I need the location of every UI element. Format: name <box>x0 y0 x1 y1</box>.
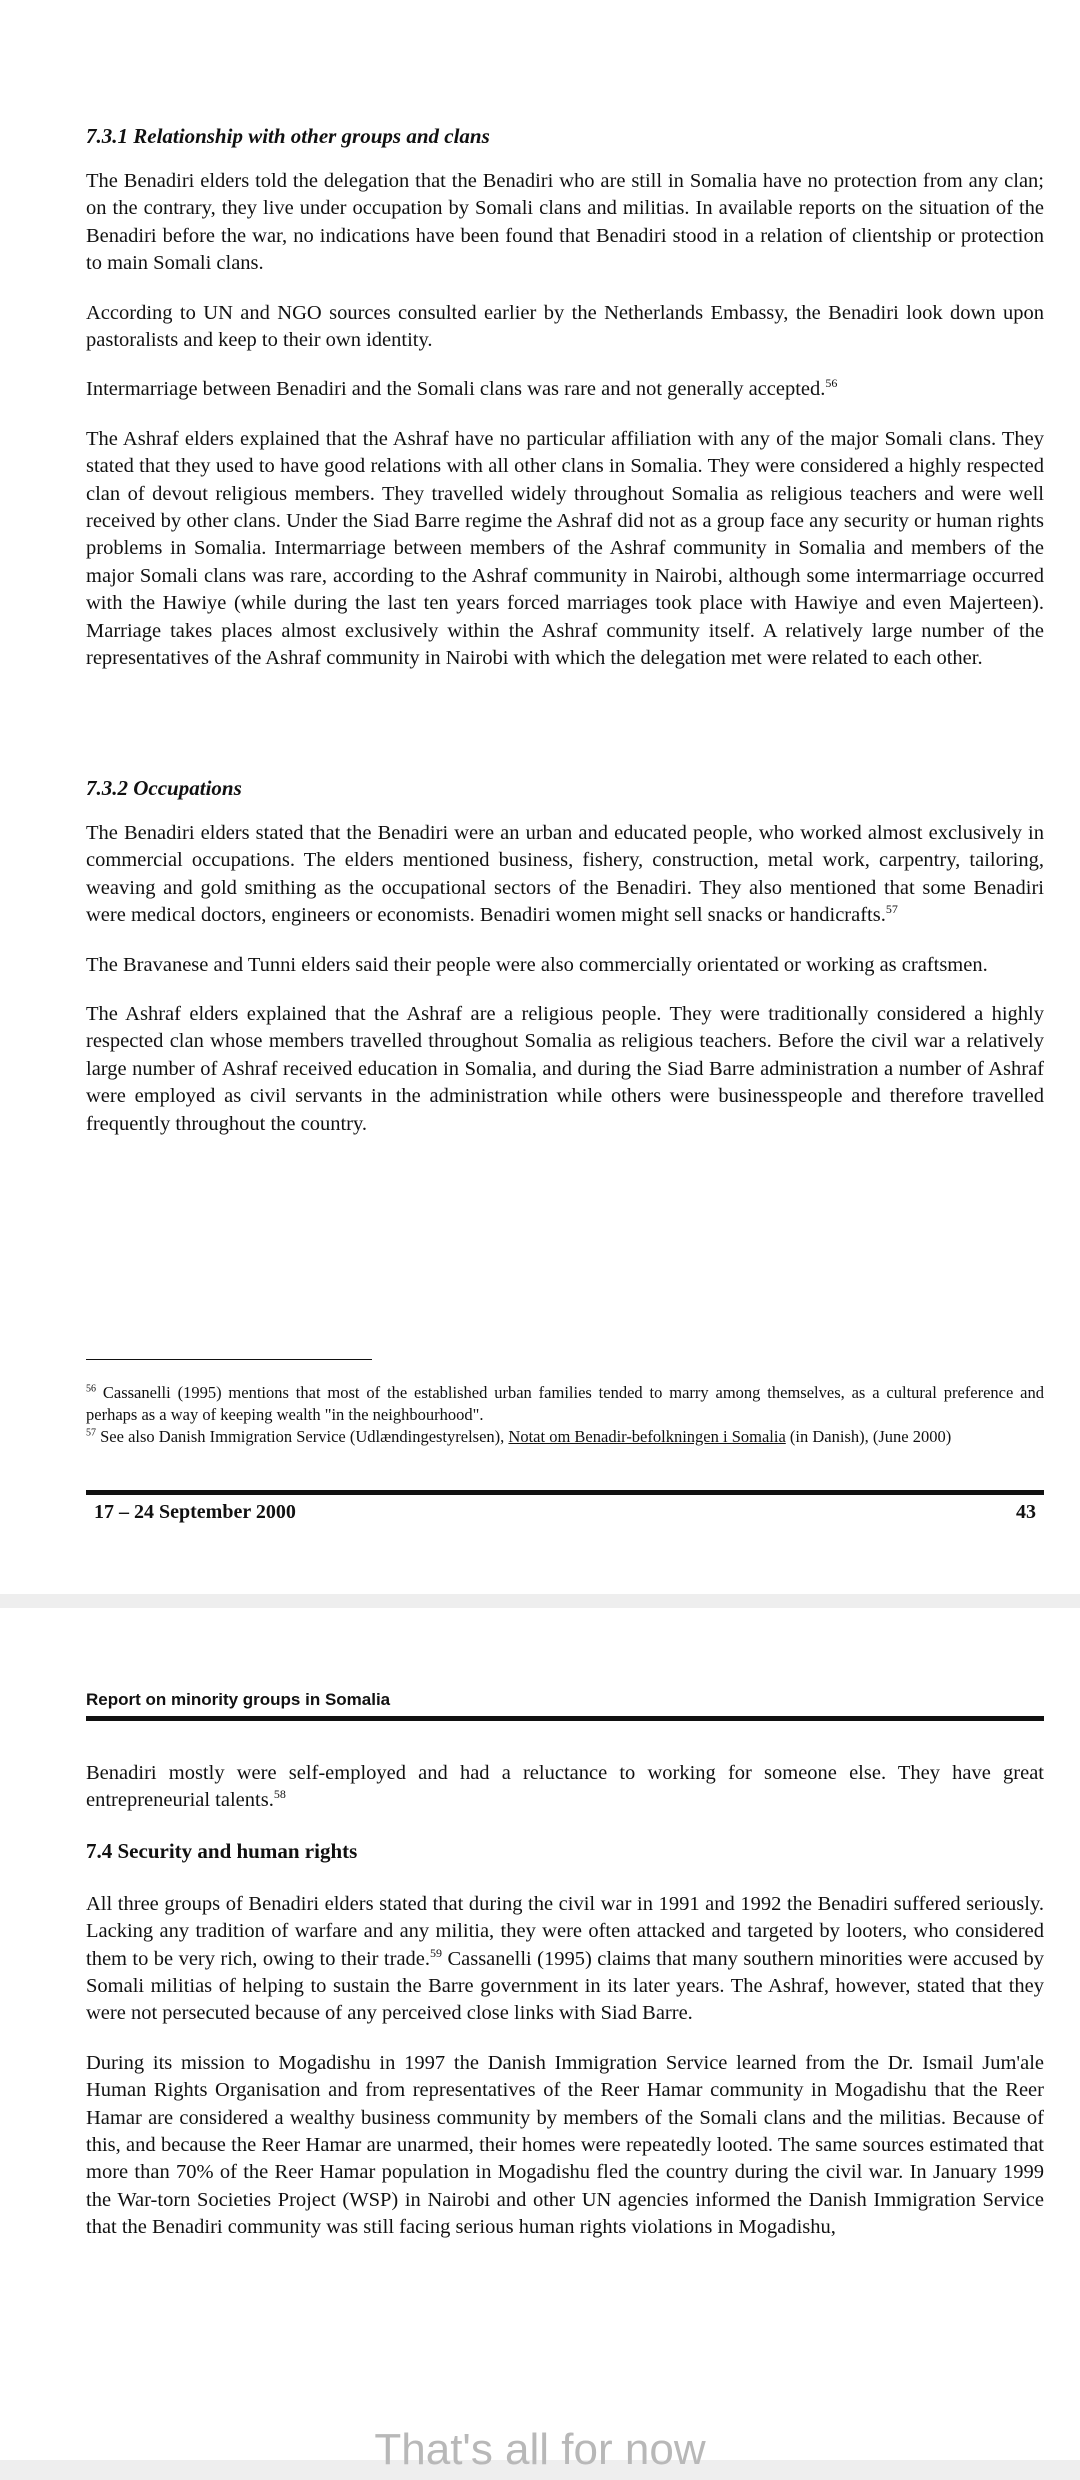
paragraph: The Ashraf elders explained that the Ashraf are a religious people. They were traditionally considered a highly respected clan whose members travelled throughout Somalia as religious teachers. Before the civil war a relatively large number of Ashraf received education in Somalia, and during the Siad Barre administration a number of Ashraf were employed as civil servants in the administration while others were businesspeople and therefore travelled frequently throughout the country. <box>86 1003 1044 1135</box>
footnote-ref[interactable]: 56 <box>825 376 838 391</box>
section-heading-7-4: 7.4 Security and human rights <box>86 1838 358 1863</box>
footnote-56: $^{56}$ Cassanelli (1995) mentions that most of the established urban families tended to marry among themselves, as a cultural preference and perhaps as a way of keeping wealth "in the neighbourhood". <box>86 1383 1044 1424</box>
paragraph: Intermarriage between Benadiri and the Somali clans was rare and not generally accepted.$^{56}$ <box>86 376 838 401</box>
section-7-3-1 <box>86 122 1044 673</box>
paragraph: The Ashraf elders explained that the Ashraf have no particular affiliation with any of the major Somali clans. They stated that they used to have good relations with all other clans in Somalia. They were considered a highly respected clan of devout religious members. They travelled widely throughout Somalia as religious teachers and were well received by other clans. Under the Siad Barre regime the Ashraf did not as a group face any security or human rights problems in Somalia. Intermarriage between members of the Ashraf community in Somalia and members of the major Somali clans was rare, according to the Ashraf community in Nairobi, although some intermarriage occurred with the Hawiye (while during the last ten years forced marriages took place with Hawiye and even Majerteen). Marriage takes places almost exclusively within the Ashraf community itself. A relatively large number of the representatives of the Ashraf community in Nairobi with which the delegation met were related to each other. <box>86 427 1044 670</box>
page-body <box>86 1760 1044 2242</box>
running-header: Report on minority groups in Somalia <box>86 1690 1044 1721</box>
page-footer <box>86 1490 1044 1524</box>
document-link[interactable]: Notat om Benadir-befolkningen i Somalia <box>508 1427 786 1446</box>
paragraph: The Bravanese and Tunni elders said their people were also commercially orientated or working as craftsmen. <box>86 953 988 976</box>
footnote-ref[interactable]: 58 <box>273 1787 286 1802</box>
section-heading: 7.3.1 Relationship with other groups and clans <box>86 124 490 148</box>
footnote-ref[interactable]: 59 <box>430 1945 443 1960</box>
paragraph: According to UN and NGO sources consulted earlier by the Netherlands Embassy, the Benadiri look down upon pastoralists and keep to their own identity. <box>86 301 1044 352</box>
section-heading: 7.3.2 Occupations <box>86 776 242 800</box>
footnotes <box>86 1382 1044 1448</box>
paragraph: The Benadiri elders told the delegation that the Benadiri who are still in Somalia have no protection from any clan; on the contrary, they live under occupation by Somali clans and militias. In available reports on the situation of the Benadiri before the war, no indications have been found that Benadiri stood in a relation of clientship or protection to main Somali clans. <box>86 170 1044 275</box>
paragraph: The Benadiri elders stated that the Benadiri were an urban and educated people, who worked almost exclusively in commercial occupations. The elders mentioned business, fishery, construction, metal work, carpentry, tailoring, weaving and gold smithing as the occupational sectors of the Benadiri. They also mentioned that some Benadiri were medical doctors, engineers or economists. Benadiri women might sell snacks or handicrafts.$^{57}$ <box>86 822 1044 927</box>
footnote-ref[interactable]: 57 <box>885 902 898 917</box>
document-page-44 <box>0 1608 1080 2460</box>
end-of-content-banner: That's all for now <box>374 2425 706 2474</box>
paragraph: During its mission to Mogadishu in 1997 the Danish Immigration Service learned from the Dr. Ismail Jum'ale Human Rights Organisation and from representatives of the Reer Hamar community in Mogadishu that the Reer Hamar are considered a wealthy business community by members of the Somali clans and the militias. Because of this, and because the Reer Hamar are unarmed, their homes were repeatedly looted. The same sources estimated that more than 70% of the Reer Hamar population in Mogadishu fled the country during the civil war. In January 1999 the War-torn Societies Project (WSP) in Nairobi and other UN agencies informed the Danish Immigration Service that the Benadiri community was still facing serious human rights violations in Mogadishu, <box>86 2051 1044 2239</box>
footer-date: 17 – 24 September 2000 <box>94 1501 296 1523</box>
section-7-3-2 <box>86 774 1044 1138</box>
paragraph: Benadiri mostly were self-employed and had a reluctance to working for someone else. They have great entrepreneurial talents.$^{58}$ <box>86 1762 1044 1812</box>
footnote-57: $^{57}$ See also Danish Immigration Service (Udlændingestyrelsen), Notat om Benadir-befolkningen i Somalia (in Danish), (June 2000) <box>86 1427 952 1446</box>
page-number: 43 <box>1016 1501 1036 1523</box>
footnote-separator <box>86 1359 372 1360</box>
paragraph: All three groups of Benadiri elders stated that during the civil war in 1991 and 1992 the Benadiri suffered seriously. Lacking any tradition of warfare and any militia, they were often attacked and targeted by looters, who considered them to be very rich, owing to their trade.$^{59}$ Cassanelli (1995) claims that many southern minorities were accused by Somali militias of helping to sustain the Barre government in its later years. The Ashraf, however, stated that they were not persecuted because of any perceived close links with Siad Barre. <box>86 1892 1044 2025</box>
